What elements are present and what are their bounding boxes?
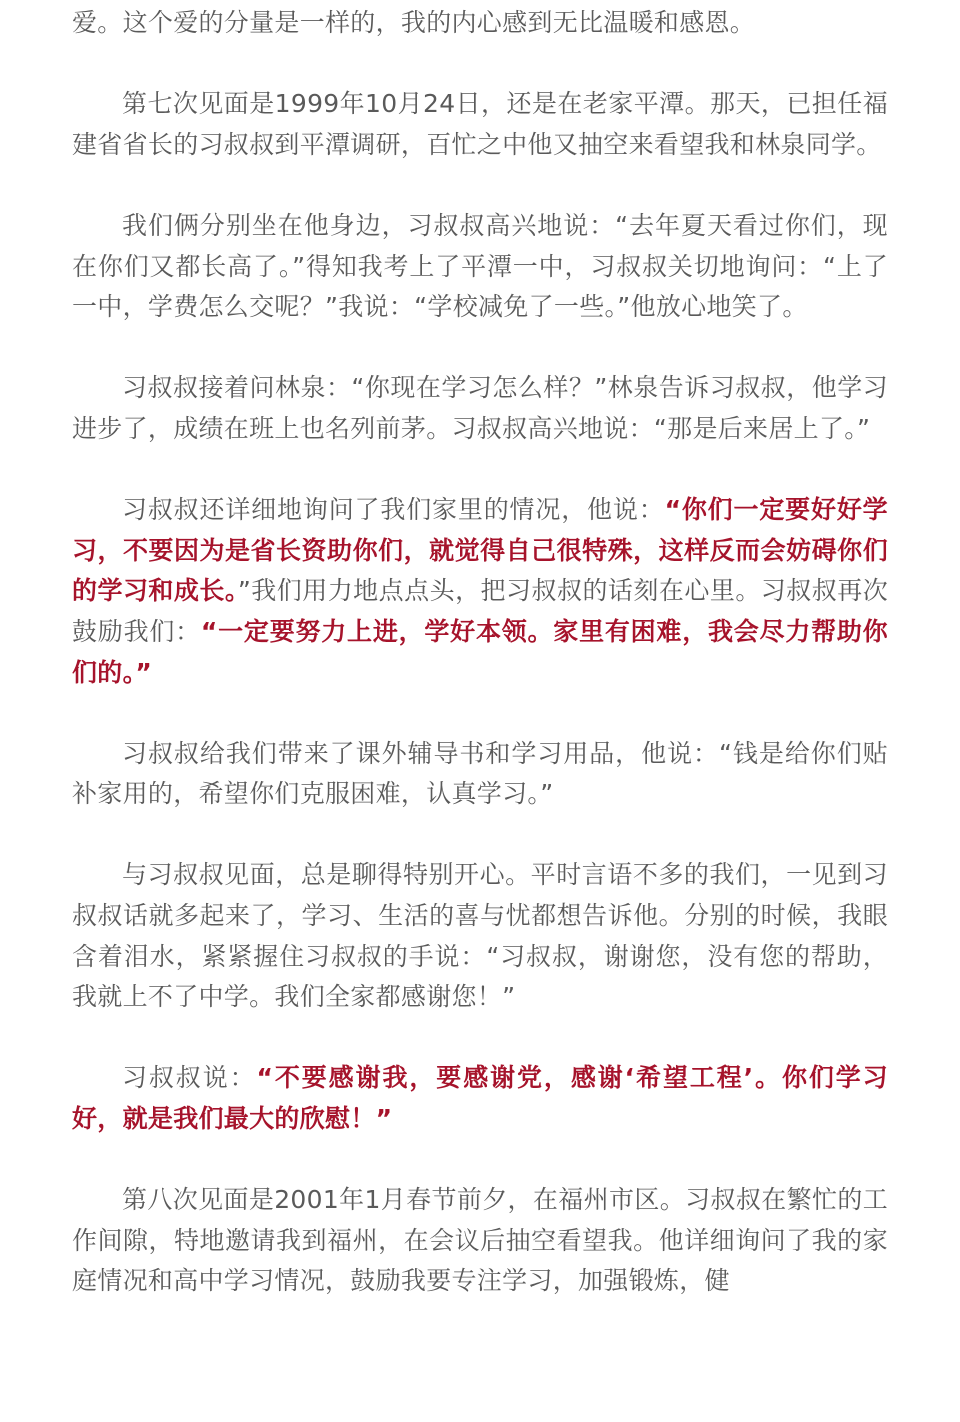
highlighted-quote: “一定要努力上进，学好本领。家里有困难，我会尽力帮助你们的。” [72,616,888,687]
paragraph-text: 习叔叔说： [122,1063,257,1093]
paragraph-text: ”我们用力地点点头，把习叔叔的话刻在心里。习叔叔再次鼓励我们： [72,576,888,646]
article-body [72,0,888,1302]
paragraph: 爱。这个爱的分量是一样的，我的内心感到无比温暖和感恩。 [72,8,756,37]
highlighted-quote: “不要感谢我，要感谢党，感谢‘希望工程’。你们学习好，就是我们最大的欣慰！” [72,1063,888,1134]
paragraph [72,1058,888,1139]
paragraph: 我们俩分别坐在他身边，习叔叔高兴地说：“去年夏天看过你们，现在你们又都长高了。”得知我考上了平潭一中，习叔叔关切地询问：“上了一中，学费怎么交呢？”我说：“学校减免了一些。”他放心地笑了。 [72,210,888,322]
highlighted-quote: “你们一定要好好学习，不要因为是省长资助你们，就觉得自己很特殊，这样反而会妨碍你们的学习和成长。 [72,495,888,606]
paragraph: 习叔叔给我们带来了课外辅导书和学习用品，他说：“钱是给你们贴补家用的，希望你们克服困难，认真学习。” [72,738,888,809]
paragraph: 习叔叔接着问林泉：“你现在学习怎么样？”林泉告诉习叔叔，他学习进步了，成绩在班上也名列前茅。习叔叔高兴地说：“那是后来居上了。” [72,373,888,443]
paragraph: 与习叔叔见面，总是聊得特别开心。平时言语不多的我们，一见到习叔叔话就多起来了，学习、生活的喜与忧都想告诉他。分别的时候，我眼含着泪水，紧紧握住习叔叔的手说：“习叔叔，谢谢您，没有您的帮助，我就上不了中学。我们全家都感谢您！” [72,860,888,1012]
paragraph-text: 习叔叔还详细地询问了我们家里的情况，他说： [122,495,665,525]
paragraph: 第七次见面是1999年10月24日，还是在老家平潭。那天，已担任福建省省长的习叔叔到平潭调研，百忙之中他又抽空来看望我和林泉同学。 [72,89,888,159]
paragraph: 第八次见面是2001年1月春节前夕，在福州市区。习叔叔在繁忙的工作间隙，特地邀请我到福州，在会议后抽空看望我。他详细询问了我的家庭情况和高中学习情况，鼓励我要专注学习，加强锻炼，健 [72,1185,888,1296]
paragraph [72,490,888,693]
